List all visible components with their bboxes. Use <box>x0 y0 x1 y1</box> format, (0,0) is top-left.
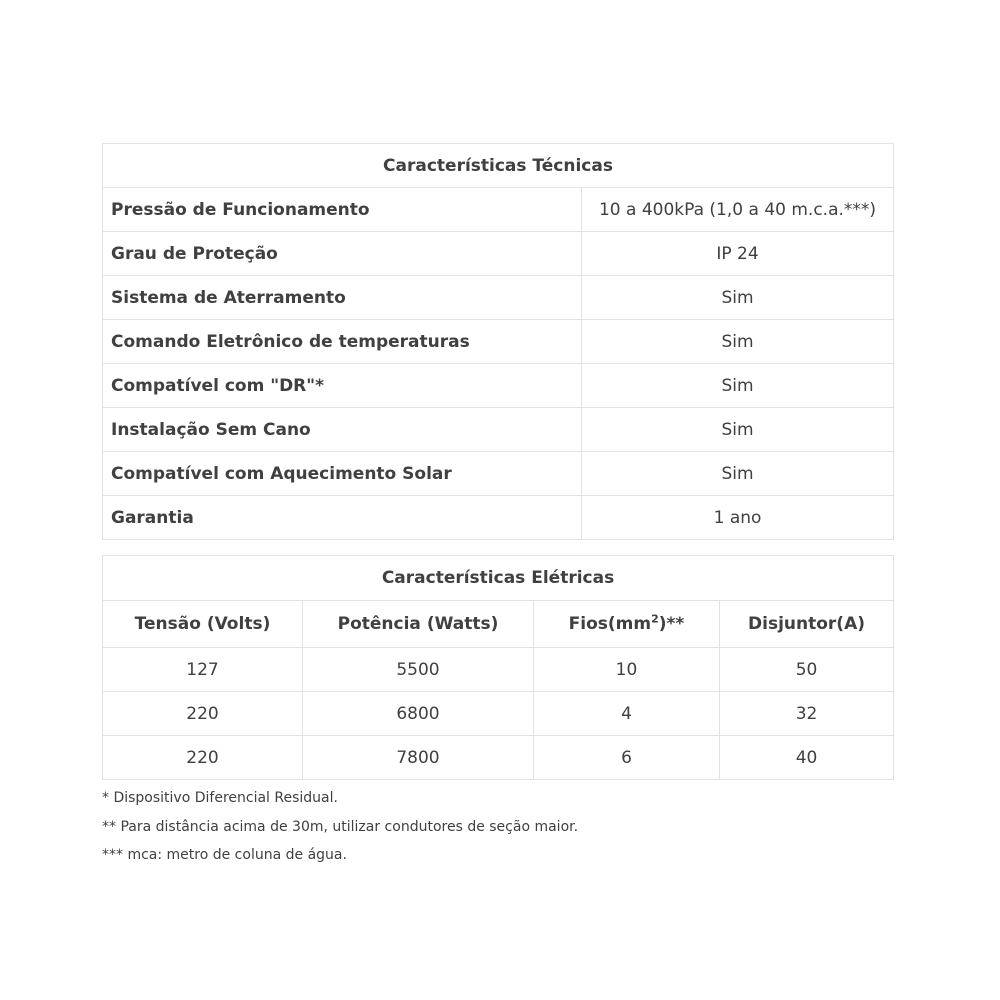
footnote: ** Para distância acima de 30m, utilizar condutores de seção maior. <box>102 818 579 835</box>
table-row <box>103 320 894 364</box>
row-label: Sistema de Aterramento <box>103 276 582 320</box>
row-value: Sim <box>582 320 894 364</box>
row-label: Instalação Sem Cano <box>103 408 582 452</box>
cell-power: 5500 <box>303 648 534 692</box>
footnote: *** mca: metro de coluna de água. <box>102 847 347 863</box>
cell-wires: 4 <box>534 692 720 736</box>
table-row <box>103 496 894 540</box>
table-row <box>103 452 894 496</box>
footnotes <box>102 784 578 870</box>
table-title-row <box>103 556 894 601</box>
table-row <box>103 736 894 780</box>
technical-table-title: Características Técnicas <box>103 144 894 188</box>
row-label: Comando Eletrônico de temperaturas <box>103 320 582 364</box>
table-row <box>103 692 894 736</box>
row-value: 1 ano <box>582 496 894 540</box>
cell-power: 7800 <box>303 736 534 780</box>
row-label: Compatível com "DR"* <box>103 364 582 408</box>
table-row <box>103 188 894 232</box>
table-title-row <box>103 144 894 188</box>
table-row <box>103 276 894 320</box>
table-row <box>103 232 894 276</box>
cell-breaker: 50 <box>720 648 894 692</box>
column-header-wires <box>534 601 720 648</box>
row-value: Sim <box>582 364 894 408</box>
table-row <box>103 364 894 408</box>
table-row <box>103 648 894 692</box>
footnote: * Dispositivo Diferencial Residual. <box>102 790 338 806</box>
row-value: 10 a 400kPa (1,0 a 40 m.c.a.***) <box>582 188 894 232</box>
electrical-table-title: Características Elétricas <box>103 556 894 601</box>
cell-power: 6800 <box>303 692 534 736</box>
table-row <box>103 408 894 452</box>
cell-wires: 10 <box>534 648 720 692</box>
row-value: IP 24 <box>582 232 894 276</box>
row-label: Grau de Proteção <box>103 232 582 276</box>
wires-header-prefix: Fios(mm <box>568 614 652 634</box>
cell-voltage: 220 <box>103 692 303 736</box>
technical-characteristics-table <box>102 143 894 540</box>
cell-breaker: 32 <box>720 692 894 736</box>
column-header-breaker: Disjuntor(A) <box>720 601 894 648</box>
column-header-power: Potência (Watts) <box>303 601 534 648</box>
cell-voltage: 127 <box>103 648 303 692</box>
row-label: Pressão de Funcionamento <box>103 188 582 232</box>
row-label: Garantia <box>103 496 582 540</box>
wires-header-suffix: )** <box>658 614 685 634</box>
cell-wires: 6 <box>534 736 720 780</box>
column-header-voltage: Tensão (Volts) <box>103 601 303 648</box>
cell-voltage: 220 <box>103 736 303 780</box>
cell-breaker: 40 <box>720 736 894 780</box>
row-value: Sim <box>582 276 894 320</box>
row-value: Sim <box>582 452 894 496</box>
electrical-characteristics-table <box>102 555 894 780</box>
row-label: Compatível com Aquecimento Solar <box>103 452 582 496</box>
wires-header-superscript: 2 <box>651 612 659 626</box>
table-header-row <box>103 601 894 648</box>
row-value: Sim <box>582 408 894 452</box>
